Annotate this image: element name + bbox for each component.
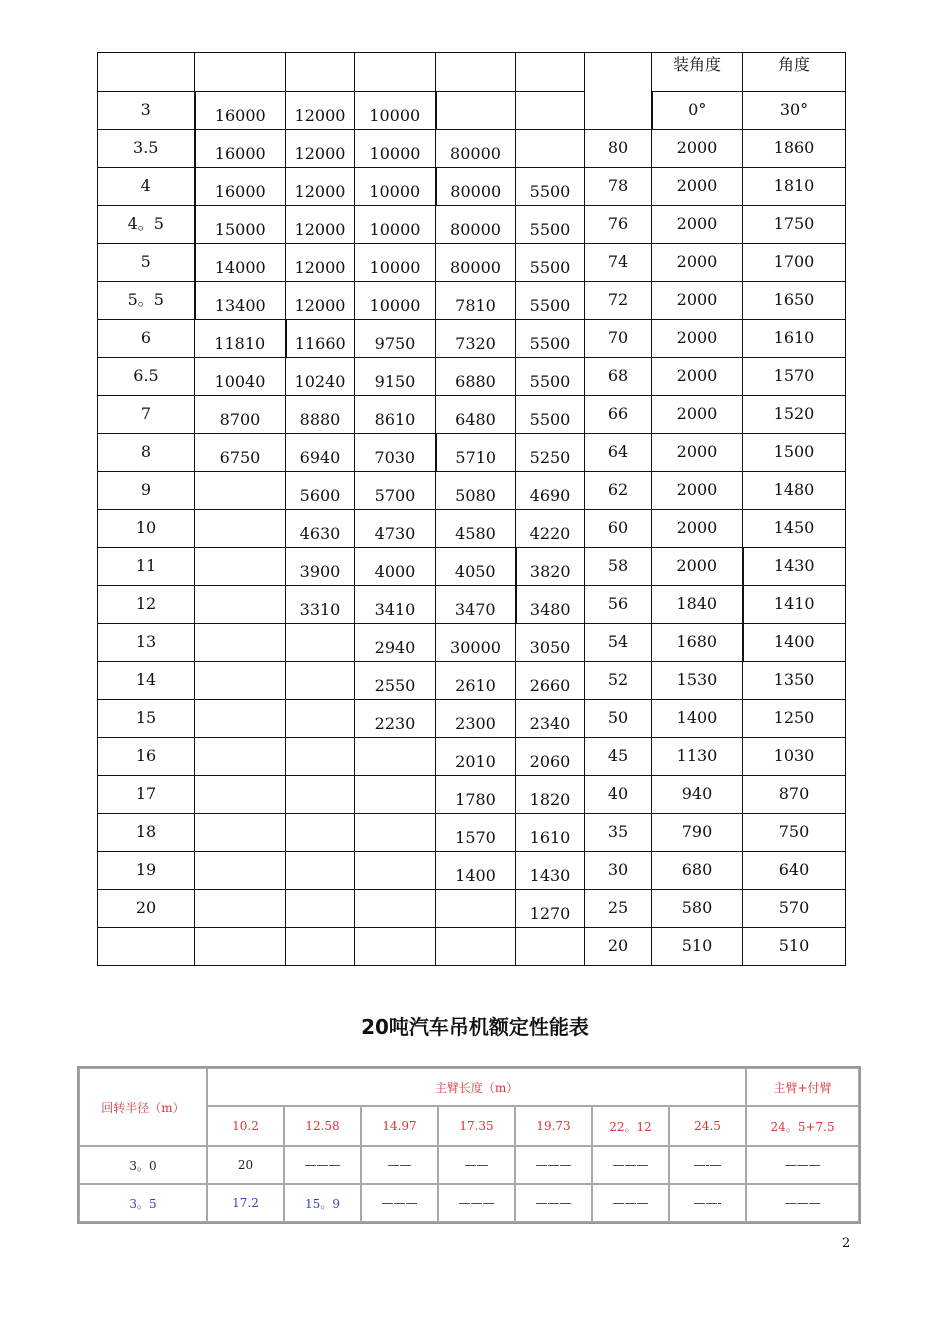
table-row xyxy=(98,510,846,548)
boom-angle-cell: 54 xyxy=(585,624,652,662)
angle-load-cell: 1610 xyxy=(743,320,846,358)
radius-cell: 17 xyxy=(98,776,195,814)
angle-load-cell: 2000 xyxy=(652,434,743,472)
perf-value-cell: ——— xyxy=(592,1146,669,1184)
load-cell: 16000 xyxy=(195,92,286,130)
perf-header-row xyxy=(79,1068,859,1106)
load-cell xyxy=(195,814,286,852)
load-cell: 6480 xyxy=(436,396,516,434)
header-cell xyxy=(516,53,585,92)
load-cell: 2610 xyxy=(436,662,516,700)
angle-load-cell: 1530 xyxy=(652,662,743,700)
load-cell xyxy=(195,586,286,624)
table-row xyxy=(98,624,846,662)
load-cell: 11810 xyxy=(195,320,286,358)
load-cell xyxy=(195,928,286,966)
boom-angle-cell: 52 xyxy=(585,662,652,700)
load-chart-table xyxy=(97,52,846,966)
load-cell: 4690 xyxy=(516,472,585,510)
load-cell: 11660 xyxy=(286,320,355,358)
angle-load-cell: 1750 xyxy=(743,206,846,244)
perf-value-cell: ——— xyxy=(746,1146,859,1184)
main-boom-header: 主臂长度（m） xyxy=(207,1068,746,1106)
load-cell: 80000 xyxy=(436,168,516,206)
angle-load-cell: 2000 xyxy=(652,548,743,586)
load-cell xyxy=(355,738,436,776)
radius-cell: 9 xyxy=(98,472,195,510)
load-cell xyxy=(355,776,436,814)
load-cell: 8880 xyxy=(286,396,355,434)
load-cell: 5500 xyxy=(516,282,585,320)
angle-load-cell: 1860 xyxy=(743,130,846,168)
boom-length-cell: 14.97 xyxy=(361,1106,438,1146)
angle-load-cell: 1650 xyxy=(743,282,846,320)
load-cell: 3310 xyxy=(286,586,355,624)
load-cell: 5600 xyxy=(286,472,355,510)
load-cell: 2550 xyxy=(355,662,436,700)
load-cell: 2340 xyxy=(516,700,585,738)
radius-cell: 3.5 xyxy=(98,130,195,168)
table-row xyxy=(98,852,846,890)
load-cell: 16000 xyxy=(195,168,286,206)
load-cell xyxy=(436,92,516,130)
angle-load-cell: 1680 xyxy=(652,624,743,662)
load-cell: 4630 xyxy=(286,510,355,548)
angle-load-cell: 2000 xyxy=(652,358,743,396)
radius-cell: 4 xyxy=(98,168,195,206)
angle-load-cell: 790 xyxy=(652,814,743,852)
load-cell xyxy=(286,814,355,852)
table-row xyxy=(98,358,846,396)
table-row xyxy=(98,776,846,814)
load-cell: 5500 xyxy=(516,358,585,396)
load-cell: 1430 xyxy=(516,852,585,890)
load-cell: 7320 xyxy=(436,320,516,358)
load-cell: 2010 xyxy=(436,738,516,776)
load-cell: 3820 xyxy=(516,548,585,586)
angle-load-cell: 2000 xyxy=(652,396,743,434)
perf-value-cell: 20 xyxy=(207,1146,284,1184)
angle-load-cell: 1480 xyxy=(743,472,846,510)
radius-cell: 5 xyxy=(98,244,195,282)
load-cell: 4000 xyxy=(355,548,436,586)
load-cell: 10000 xyxy=(355,92,436,130)
angle-load-cell: 580 xyxy=(652,890,743,928)
boom-angle-cell: 40 xyxy=(585,776,652,814)
perf-value-cell: ——— xyxy=(438,1184,515,1222)
boom-angle-cell: 60 xyxy=(585,510,652,548)
load-cell: 1780 xyxy=(436,776,516,814)
load-cell: 1400 xyxy=(436,852,516,890)
load-cell: 1610 xyxy=(516,814,585,852)
table-row xyxy=(98,738,846,776)
performance-table xyxy=(77,1066,861,1224)
perf-radius-cell: 3。0 xyxy=(79,1146,207,1184)
boom-length-cell: 24。5+7.5 xyxy=(746,1106,859,1146)
angle-load-cell: 570 xyxy=(743,890,846,928)
load-cell xyxy=(195,700,286,738)
radius-cell: 19 xyxy=(98,852,195,890)
header-cell xyxy=(195,53,286,92)
load-cell xyxy=(355,852,436,890)
load-cell: 8610 xyxy=(355,396,436,434)
table-row xyxy=(98,662,846,700)
load-cell xyxy=(436,928,516,966)
angle-load-cell: 2000 xyxy=(652,510,743,548)
table-row xyxy=(98,320,846,358)
load-cell: 9750 xyxy=(355,320,436,358)
boom-angle-cell: 50 xyxy=(585,700,652,738)
header-cell xyxy=(355,53,436,92)
radius-cell: 12 xyxy=(98,586,195,624)
load-cell xyxy=(516,130,585,168)
load-cell xyxy=(286,662,355,700)
load-cell: 6880 xyxy=(436,358,516,396)
load-cell xyxy=(195,624,286,662)
angle-load-cell: 1350 xyxy=(743,662,846,700)
boom-length-cell: 10.2 xyxy=(207,1106,284,1146)
table-row xyxy=(98,92,846,130)
table-row xyxy=(98,206,846,244)
perf-value-cell: 17.2 xyxy=(207,1184,284,1222)
load-cell: 1270 xyxy=(516,890,585,928)
boom-angle-cell: 25 xyxy=(585,890,652,928)
header-cell xyxy=(98,53,195,92)
load-cell xyxy=(286,890,355,928)
load-cell: 5500 xyxy=(516,320,585,358)
boom-length-cell: 17.35 xyxy=(438,1106,515,1146)
radius-cell: 10 xyxy=(98,510,195,548)
load-cell: 4050 xyxy=(436,548,516,586)
angle-load-cell: 1430 xyxy=(743,548,846,586)
load-cell: 3470 xyxy=(436,586,516,624)
boom-length-cell: 12.58 xyxy=(284,1106,361,1146)
angle-load-cell: 1450 xyxy=(743,510,846,548)
angle-load-cell: 2000 xyxy=(652,130,743,168)
load-cell xyxy=(516,92,585,130)
main-aux-boom-header: 主臂+付臂 xyxy=(746,1068,859,1106)
radius-cell: 5。5 xyxy=(98,282,195,320)
load-cell: 14000 xyxy=(195,244,286,282)
load-cell: 8700 xyxy=(195,396,286,434)
perf-radius-cell: 3。5 xyxy=(79,1184,207,1222)
angle-load-cell: 1520 xyxy=(743,396,846,434)
section-title: 20吨汽车吊机额定性能表 xyxy=(361,1015,589,1039)
radius-cell: 13 xyxy=(98,624,195,662)
load-header-row xyxy=(98,53,846,92)
angle-load-cell: 2000 xyxy=(652,320,743,358)
load-cell xyxy=(286,776,355,814)
load-cell: 12000 xyxy=(286,130,355,168)
boom-angle-cell: 72 xyxy=(585,282,652,320)
load-cell: 5500 xyxy=(516,244,585,282)
table-row xyxy=(98,396,846,434)
load-cell xyxy=(195,776,286,814)
load-cell: 15000 xyxy=(195,206,286,244)
load-cell: 2660 xyxy=(516,662,585,700)
load-cell: 5500 xyxy=(516,396,585,434)
angle-load-cell: 1400 xyxy=(743,624,846,662)
angle-load-cell: 1500 xyxy=(743,434,846,472)
radius-cell: 18 xyxy=(98,814,195,852)
boom-angle-cell: 56 xyxy=(585,586,652,624)
header-cell xyxy=(436,53,516,92)
load-cell: 30000 xyxy=(436,624,516,662)
load-cell: 5250 xyxy=(516,434,585,472)
load-cell: 2940 xyxy=(355,624,436,662)
boom-angle-cell: 30 xyxy=(585,852,652,890)
radius-cell: 15 xyxy=(98,700,195,738)
load-cell: 6750 xyxy=(195,434,286,472)
load-cell: 80000 xyxy=(436,206,516,244)
boom-angle-cell: 74 xyxy=(585,244,652,282)
perf-value-cell: ——— xyxy=(361,1184,438,1222)
load-cell xyxy=(195,662,286,700)
load-cell: 10040 xyxy=(195,358,286,396)
perf-value-cell: ——— xyxy=(284,1146,361,1184)
angle-value: 0° xyxy=(652,92,743,130)
load-cell: 7030 xyxy=(355,434,436,472)
load-cell: 1570 xyxy=(436,814,516,852)
radius-cell xyxy=(98,928,195,966)
angle-load-cell: 750 xyxy=(743,814,846,852)
perf-value-cell: ——— xyxy=(746,1184,859,1222)
angle-load-cell: 2000 xyxy=(652,244,743,282)
load-cell xyxy=(286,624,355,662)
load-cell: 3480 xyxy=(516,586,585,624)
load-cell: 10000 xyxy=(355,206,436,244)
load-cell: 4730 xyxy=(355,510,436,548)
angle-load-cell: 1400 xyxy=(652,700,743,738)
load-cell: 3900 xyxy=(286,548,355,586)
boom-angle-cell: 68 xyxy=(585,358,652,396)
table-row xyxy=(98,130,846,168)
perf-value-cell: 15。9 xyxy=(284,1184,361,1222)
load-cell: 6940 xyxy=(286,434,355,472)
load-cell xyxy=(286,852,355,890)
perf-value-cell: —— xyxy=(361,1146,438,1184)
boom-length-cell: 19.73 xyxy=(515,1106,592,1146)
load-cell: 9150 xyxy=(355,358,436,396)
boom-angle-cell: 78 xyxy=(585,168,652,206)
load-cell: 7810 xyxy=(436,282,516,320)
table-row xyxy=(98,586,846,624)
perf-value-cell: ——— xyxy=(515,1146,592,1184)
table-row xyxy=(98,700,846,738)
load-cell xyxy=(195,852,286,890)
load-cell: 3410 xyxy=(355,586,436,624)
perf-value-cell: ——- xyxy=(669,1184,746,1222)
radius-cell: 6.5 xyxy=(98,358,195,396)
radius-cell: 6 xyxy=(98,320,195,358)
boom-length-cell: 22。12 xyxy=(592,1106,669,1146)
table-row xyxy=(98,548,846,586)
load-cell xyxy=(195,472,286,510)
radius-cell: 7 xyxy=(98,396,195,434)
load-cell: 10000 xyxy=(355,130,436,168)
angle-load-cell: 2000 xyxy=(652,282,743,320)
boom-length-cell: 24.5 xyxy=(669,1106,746,1146)
boom-angle-cell: 20 xyxy=(585,928,652,966)
radius-cell: 8 xyxy=(98,434,195,472)
load-cell xyxy=(355,928,436,966)
radius-cell: 20 xyxy=(98,890,195,928)
angle-load-cell: 640 xyxy=(743,852,846,890)
load-cell: 5500 xyxy=(516,168,585,206)
perf-value-cell: —-— xyxy=(669,1146,746,1184)
load-cell: 12000 xyxy=(286,92,355,130)
boom-angle-cell: 80 xyxy=(585,130,652,168)
angle-load-cell: 680 xyxy=(652,852,743,890)
load-cell: 16000 xyxy=(195,130,286,168)
header-cell xyxy=(286,53,355,92)
angle-load-cell: 1840 xyxy=(652,586,743,624)
table-row xyxy=(98,282,846,320)
load-cell: 5080 xyxy=(436,472,516,510)
load-cell: 4580 xyxy=(436,510,516,548)
angle-load-cell: 510 xyxy=(743,928,846,966)
load-cell: 10000 xyxy=(355,282,436,320)
table-row xyxy=(98,472,846,510)
page-number: 2 xyxy=(842,1236,851,1251)
angle-load-cell: 870 xyxy=(743,776,846,814)
header-angle-label: 装角度 xyxy=(652,53,743,92)
radius-cell: 16 xyxy=(98,738,195,776)
header-angle-label: 角度 xyxy=(743,53,846,92)
load-cell xyxy=(195,890,286,928)
load-cell: 13400 xyxy=(195,282,286,320)
table-row xyxy=(79,1184,859,1222)
load-cell: 2300 xyxy=(436,700,516,738)
boom-angle-cell: 45 xyxy=(585,738,652,776)
load-cell xyxy=(195,738,286,776)
perf-value-cell: ——— xyxy=(592,1184,669,1222)
angle-value: 30° xyxy=(743,92,846,130)
load-cell: 12000 xyxy=(286,206,355,244)
table-row xyxy=(98,890,846,928)
perf-value-cell: ——— xyxy=(515,1184,592,1222)
radius-cell: 11 xyxy=(98,548,195,586)
load-cell: 2230 xyxy=(355,700,436,738)
table-row xyxy=(79,1146,859,1184)
radius-header: 回转半径（m） xyxy=(79,1068,207,1146)
radius-cell: 3 xyxy=(98,92,195,130)
boom-angle-cell: 64 xyxy=(585,434,652,472)
angle-load-cell: 1130 xyxy=(652,738,743,776)
load-cell xyxy=(355,890,436,928)
perf-value-cell: —— xyxy=(438,1146,515,1184)
load-cell: 2060 xyxy=(516,738,585,776)
boom-angle-cell: 70 xyxy=(585,320,652,358)
load-cell xyxy=(436,890,516,928)
boom-angle-cell: 58 xyxy=(585,548,652,586)
load-cell: 80000 xyxy=(436,130,516,168)
angle-load-cell: 1250 xyxy=(743,700,846,738)
load-cell xyxy=(286,738,355,776)
boom-angle-cell: 62 xyxy=(585,472,652,510)
angle-load-cell: 1030 xyxy=(743,738,846,776)
table-row xyxy=(98,168,846,206)
angle-load-cell: 2000 xyxy=(652,206,743,244)
boom-angle-cell: 66 xyxy=(585,396,652,434)
load-cell: 5500 xyxy=(516,206,585,244)
load-cell xyxy=(516,928,585,966)
load-cell: 5700 xyxy=(355,472,436,510)
header-cell xyxy=(585,53,652,130)
angle-load-cell: 2000 xyxy=(652,472,743,510)
load-cell: 5710 xyxy=(436,434,516,472)
angle-load-cell: 510 xyxy=(652,928,743,966)
radius-cell: 14 xyxy=(98,662,195,700)
load-cell: 10000 xyxy=(355,244,436,282)
load-cell xyxy=(286,700,355,738)
table-row xyxy=(98,434,846,472)
angle-load-cell: 940 xyxy=(652,776,743,814)
load-cell: 12000 xyxy=(286,282,355,320)
boom-angle-cell: 35 xyxy=(585,814,652,852)
radius-cell: 4。5 xyxy=(98,206,195,244)
load-cell: 4220 xyxy=(516,510,585,548)
angle-load-cell: 1700 xyxy=(743,244,846,282)
load-cell: 3050 xyxy=(516,624,585,662)
load-cell: 12000 xyxy=(286,168,355,206)
angle-load-cell: 2000 xyxy=(652,168,743,206)
load-cell: 10000 xyxy=(355,168,436,206)
table-row xyxy=(98,244,846,282)
table-row xyxy=(98,928,846,966)
angle-load-cell: 1410 xyxy=(743,586,846,624)
load-cell: 80000 xyxy=(436,244,516,282)
angle-load-cell: 1570 xyxy=(743,358,846,396)
load-cell xyxy=(355,814,436,852)
load-cell: 12000 xyxy=(286,244,355,282)
table-row xyxy=(98,814,846,852)
load-cell xyxy=(195,510,286,548)
boom-angle-cell: 76 xyxy=(585,206,652,244)
load-cell xyxy=(195,548,286,586)
load-cell xyxy=(286,928,355,966)
angle-load-cell: 1810 xyxy=(743,168,846,206)
load-cell: 10240 xyxy=(286,358,355,396)
load-cell: 1820 xyxy=(516,776,585,814)
